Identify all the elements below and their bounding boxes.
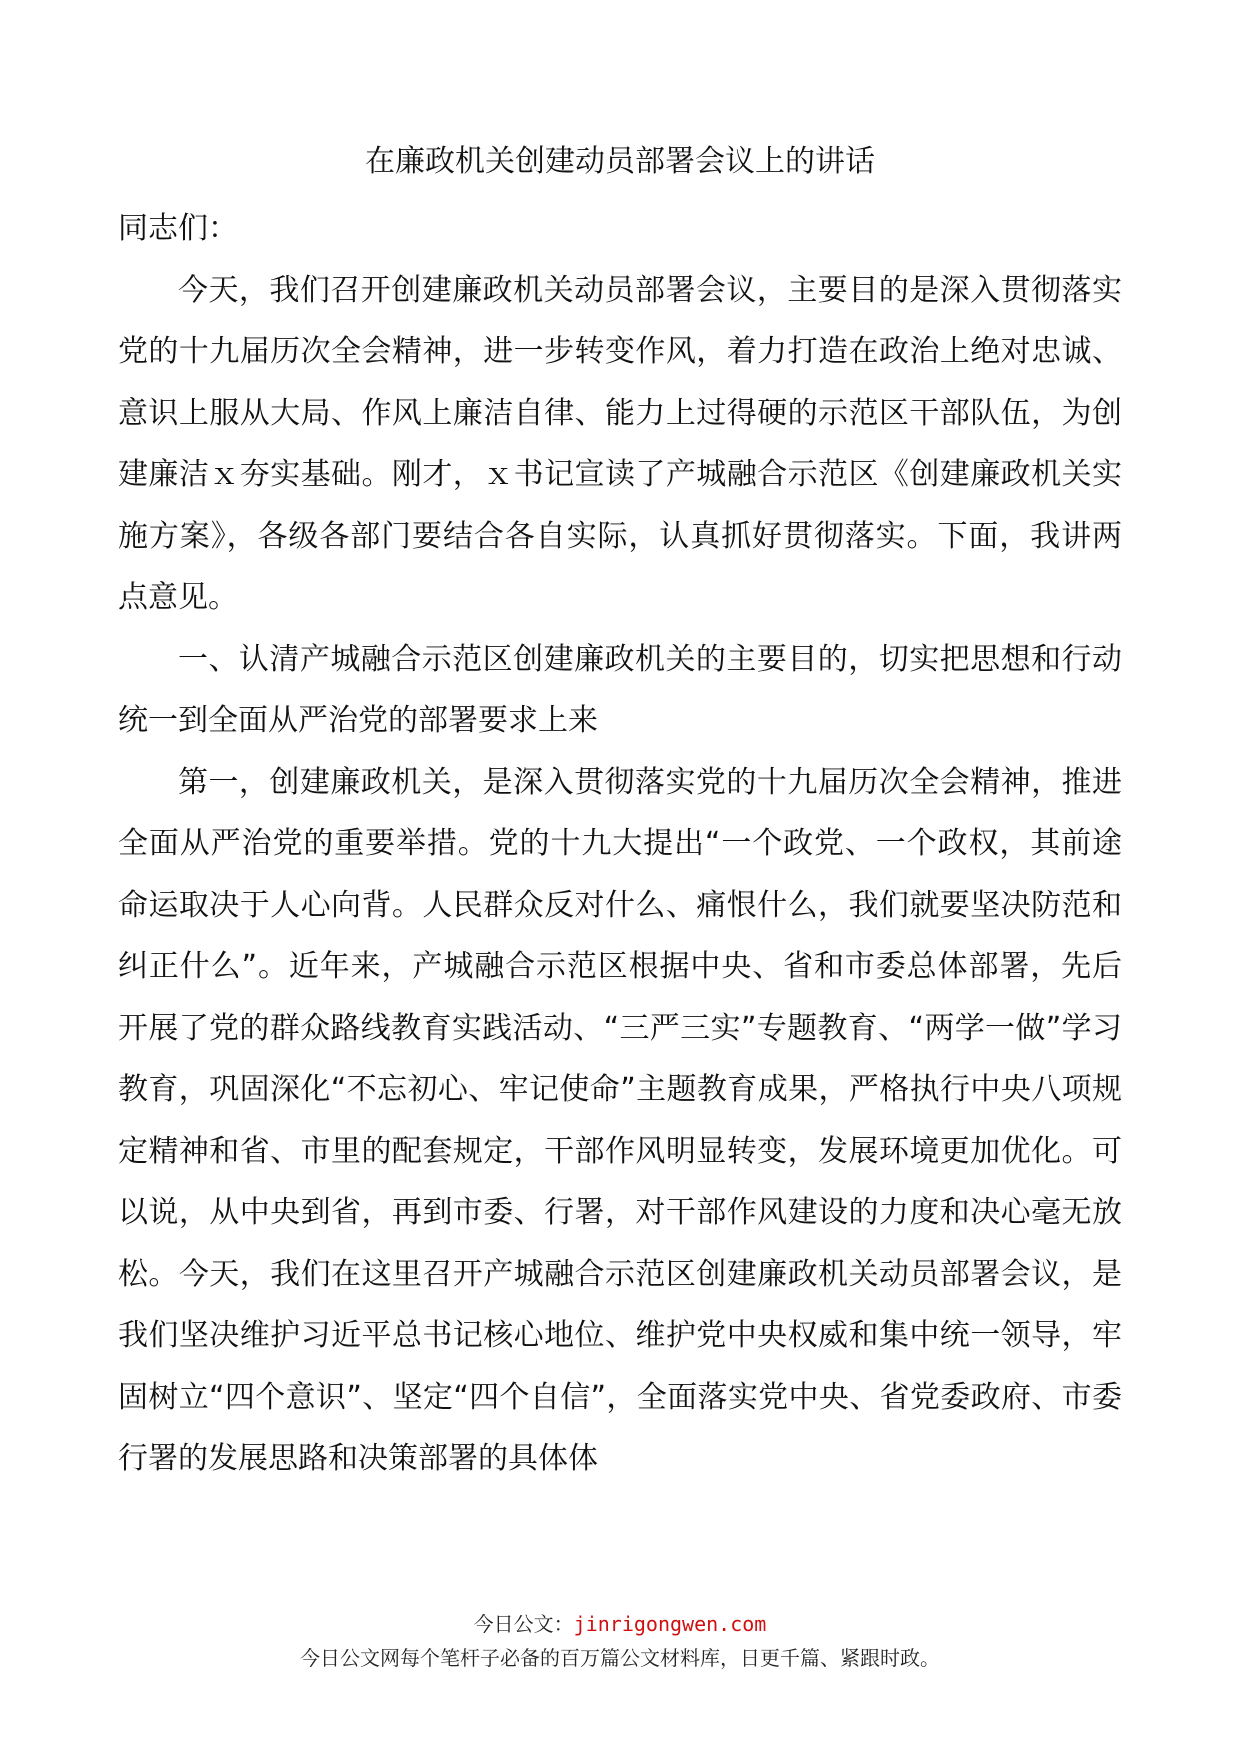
footer-site-label: 今日公文：: [473, 1612, 574, 1636]
footer-source: [0, 1608, 1240, 1637]
paragraph-intro: 今天，我们召开创建廉政机关动员部署会议，主要目的是深入贯彻落实党的十九届历次全会精神，进一步转变作风，着力打造在政治上绝对忠诚、意识上服从大局、作风上廉洁自律、能力上过得硬的示范区干部队伍，为创建廉洁ｘ夯实基础。刚才，ｘ书记宣读了产城融合示范区《创建廉政机关实施方案》，各级各部门要结合各自实际，认真抓好贯彻落实。下面，我讲两点意见。: [118, 272, 1122, 615]
section-heading-1: 一、认清产城融合示范区创建廉政机关的主要目的，切实把思想和行动统一到全面从严治党的部署要求上来: [118, 641, 1122, 738]
paragraph-first-point: 第一，创建廉政机关，是深入贯彻落实党的十九届历次全会精神，推进全面从严治党的重要举措。党的十九大提出“一个政党、一个政权，其前途命运取决于人心向背。人民群众反对什么、痛恨什么，我们就要坚决防范和纠正什么”。近年来，产城融合示范区根据中央、省和市委总体部署，先后开展了党的群众路线教育实践活动、“三严三实”专题教育、“两学一做”学习教育，巩固深化“不忘初心、牢记使命”主题教育成果，严格执行中央八项规定精神和省、市里的配套规定，干部作风明显转变，发展环境更加优化。可以说，从中央到省，再到市委、行署，对干部作风建设的力度和决心毫无放松。今天，我们在这里召开产城融合示范区创建廉政机关动员部署会议，是我们坚决维护习近平总书记核心地位、维护党中央权威和集中统一领导，牢固树立“四个意识”、坚定“四个自信”，全面落实党中央、省党委政府、市委行署的发展思路和决策部署的具体体: [118, 764, 1122, 1476]
salutation: 同志们：: [118, 211, 238, 246]
document-title: 在廉政机关创建动员部署会议上的讲话: [365, 144, 875, 179]
footer-tagline: 今日公文网每个笔杆子必备的百万篇公文材料库，日更千篇、紧跟时政。: [300, 1646, 940, 1670]
document-body: [118, 198, 1122, 1490]
footer-site-url[interactable]: jinrigongwen.com: [573, 1612, 767, 1636]
